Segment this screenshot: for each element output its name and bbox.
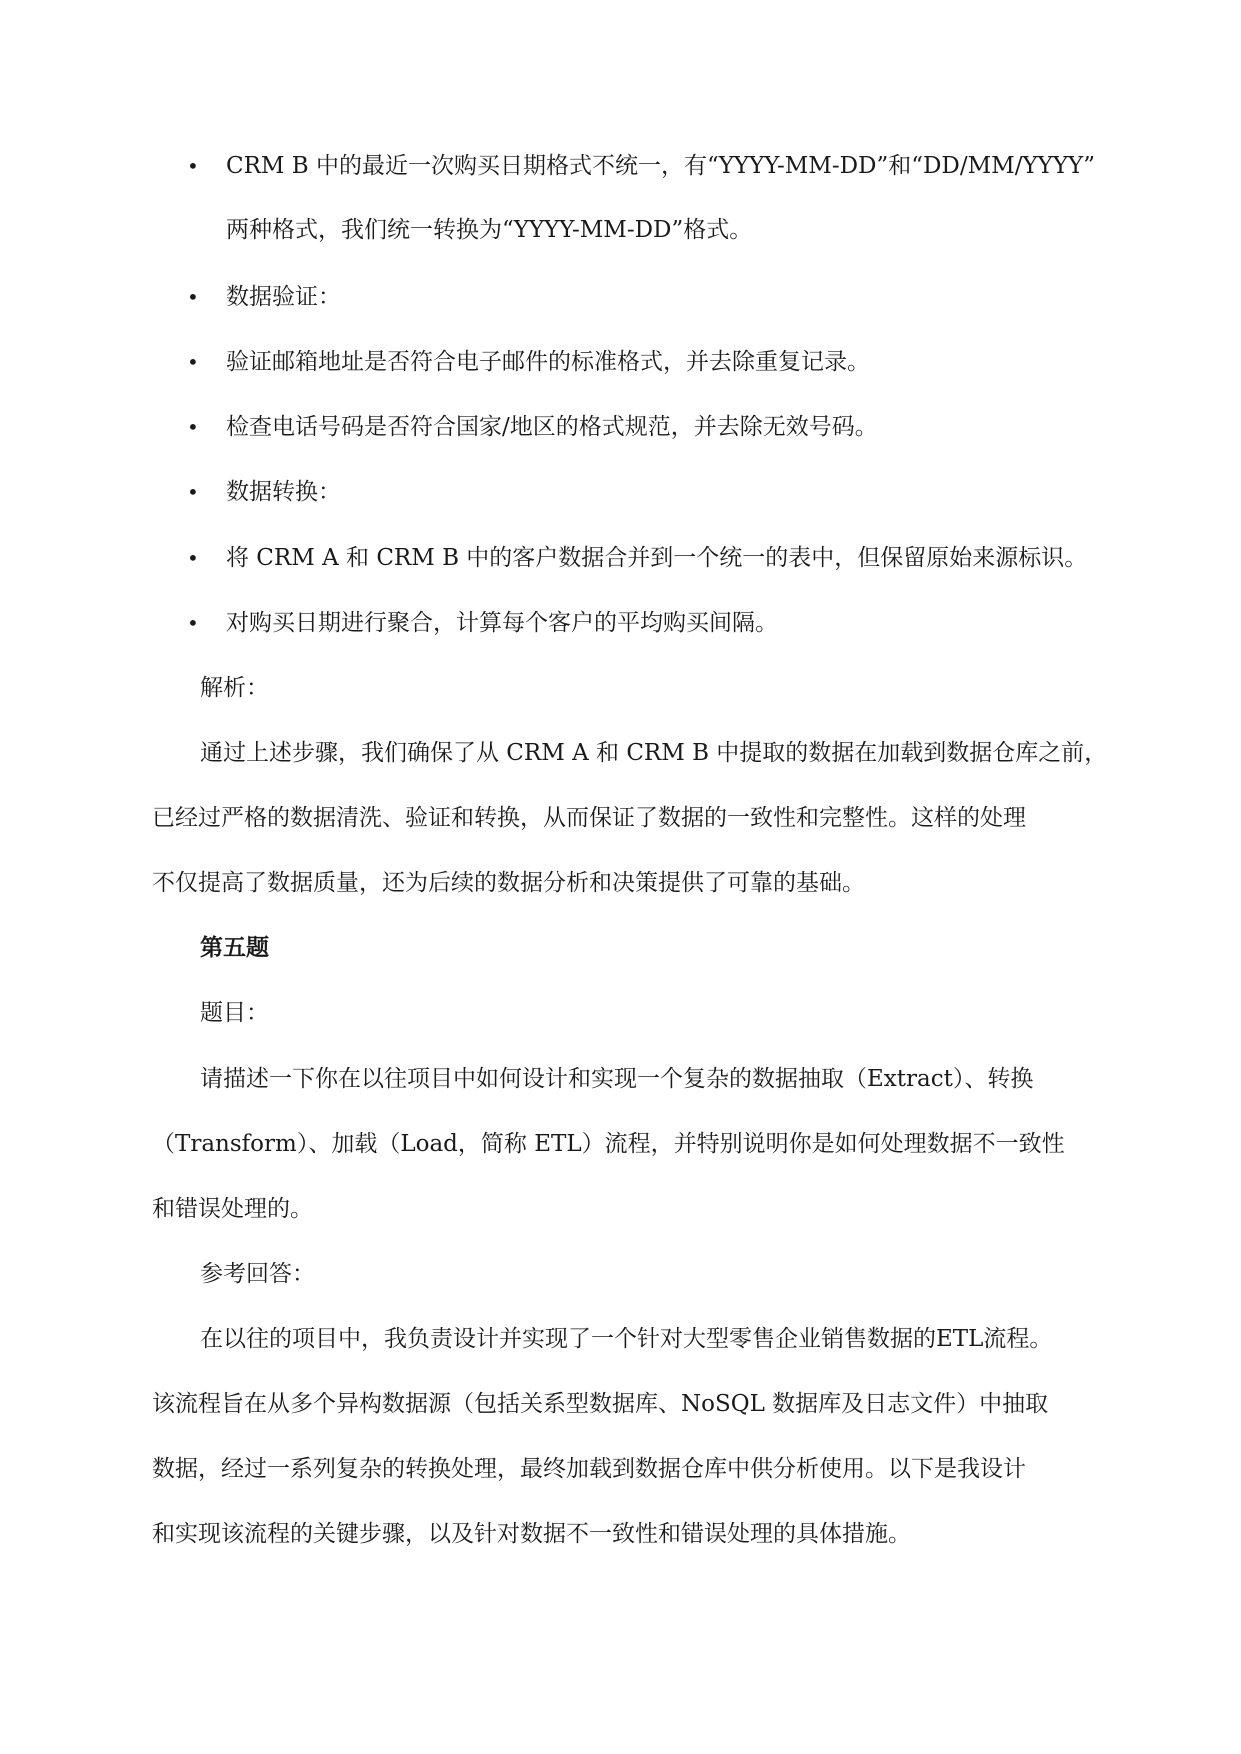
analysis-paragraph-line: 通过上述步骤，我们确保了从 CRM A 和 CRM B 中提取的数据在加载到数据仓库之前， <box>200 740 1108 766</box>
answer-label: 参考回答： <box>200 1261 315 1287</box>
bullet-dot: • <box>187 415 199 439</box>
answer-paragraph-line: 在以往的项目中，我负责设计并实现了一个针对大型零售企业销售数据的ETL流程。 <box>200 1326 1053 1352</box>
question-label: 题目： <box>200 1000 269 1026</box>
question-paragraph-line: （Transform）、加载（Load，简称 ETL）流程，并特别说明你是如何处理数据不一致性 <box>152 1131 1065 1157</box>
bullet-text: 数据验证： <box>226 284 341 310</box>
bullet-dot: • <box>187 285 199 309</box>
bullet-text: 将 CRM A 和 CRM B 中的客户数据合并到一个统一的表中，但保留原始来源标识。 <box>226 545 1088 571</box>
bullet-dot: • <box>187 611 199 635</box>
analysis-label: 解析： <box>200 675 269 701</box>
bullet-text: 数据转换： <box>226 479 341 505</box>
bullet-dot: • <box>187 546 199 570</box>
question-paragraph-line: 和错误处理的。 <box>152 1196 313 1222</box>
bullet-text: 验证邮箱地址是否符合电子邮件的标准格式，并去除重复记录。 <box>226 349 870 375</box>
bullet-dot: • <box>187 480 199 504</box>
section-heading: 第五题 <box>200 934 269 961</box>
analysis-paragraph-line: 不仅提高了数据质量，还为后续的数据分析和决策提供了可靠的基础。 <box>152 870 865 896</box>
bullet-text: CRM B 中的最近一次购买日期格式不统一，有“YYYY-MM-DD”和“DD/MM/YYYY” <box>226 153 1095 179</box>
answer-paragraph-line: 该流程旨在从多个异构数据源（包括关系型数据库、NoSQL 数据库及日志文件）中抽取 <box>152 1391 1049 1417</box>
question-paragraph-line: 请描述一下你在以往项目中如何设计和实现一个复杂的数据抽取（Extract）、转换 <box>200 1066 1034 1092</box>
analysis-paragraph-line: 已经过严格的数据清洗、验证和转换，从而保证了数据的一致性和完整性。这样的处理 <box>152 805 1026 831</box>
bullet-dot: • <box>187 154 199 178</box>
bullet-text: 对购买日期进行聚合，计算每个客户的平均购买间隔。 <box>226 610 778 636</box>
answer-paragraph-line: 数据，经过一系列复杂的转换处理，最终加载到数据仓库中供分析使用。以下是我设计 <box>152 1456 1026 1482</box>
bullet-text-continuation: 两种格式，我们统一转换为“YYYY-MM-DD”格式。 <box>226 217 753 243</box>
bullet-dot: • <box>187 350 199 374</box>
bullet-text: 检查电话号码是否符合国家/地区的格式规范，并去除无效号码。 <box>226 414 878 440</box>
answer-paragraph-line: 和实现该流程的关键步骤，以及针对数据不一致性和错误处理的具体措施。 <box>152 1521 911 1547</box>
